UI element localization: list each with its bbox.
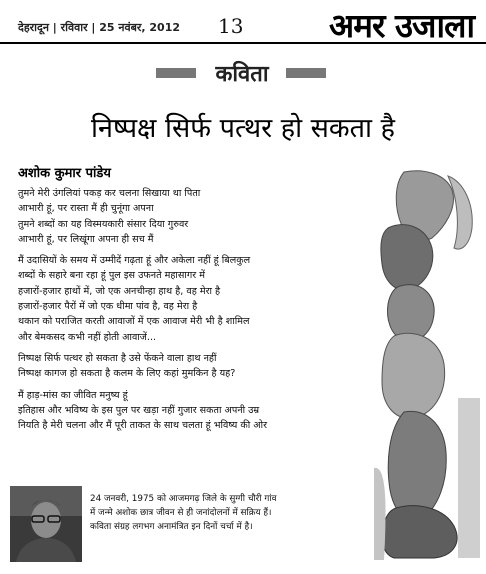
stone-sculpture-photo [374, 168, 482, 560]
poem-line: आभारी हूं, पर रास्ता मैं ही चुनूंगा अपना [18, 203, 154, 215]
section-bar-right [286, 68, 326, 78]
poem-line: नियति है मेरी चलना और मैं पूरी ताकत के साथ चलता हूं भविष्य की ओर [18, 420, 268, 432]
poem-line: निष्पक्ष कागज हो सकता है कलम के लिए कहां मुमकिन है यह? [18, 368, 236, 380]
stanza [18, 351, 378, 382]
poem-line: मैं उदासियों के समय में उम्मीदें गढ़ता हूं और अकेला नहीं हूं बिलकुल [18, 255, 251, 267]
poem-line: थकान को पराजित करती आवाजों में एक आवाज मेरी भी है शामिल [18, 316, 250, 328]
poem-line: हजारों-हजार पैरों में जो एक धीमा पांव है, वह मेरा है [18, 301, 198, 313]
poem-headline: निष्पक्ष सिर्फ पत्थर हो सकता है [91, 113, 395, 144]
stanza [18, 388, 378, 434]
poem-body [18, 186, 378, 439]
stanza [18, 186, 378, 247]
page-number: 13 [218, 14, 244, 38]
poem-line: आभारी हूं, पर लिखूंगा अपना ही सच मैं [18, 233, 154, 245]
section-label: कविता [215, 62, 269, 87]
author-bio [10, 486, 372, 562]
poem-line: तुमने मेरी उंगलियां पकड़ कर चलना सिखाया था पिता [18, 188, 201, 199]
poem-line: और बेमकसद कभी नहीं होती आवाजें... [18, 331, 157, 343]
section-bar-left [156, 68, 196, 78]
section-header [0, 58, 486, 88]
poem-line: निष्पक्ष सिर्फ पत्थर हो सकता है उसे फेंकने वाला हाथ नहीं [18, 352, 217, 364]
newspaper-logo: अमर उजाला [329, 6, 474, 45]
bio-line: 24 जनवरी, 1975 को आजमगढ़ जिले के सुग्गी चौरी गांव [90, 494, 277, 504]
author-name: अशोक कुमार पांडेय [18, 166, 111, 181]
poem-line: इतिहास और भविष्य के इस पुल पर खड़ा नहीं गुजार सकता अपनी उम्र [18, 404, 260, 416]
author-photo [10, 486, 82, 562]
dateline: देहरादून | रविवार | 25 नवंबर, 2012 [18, 21, 181, 34]
bio-line: कविता संग्रह लगभग अनामंत्रित इन दिनों चर्चा में है। [90, 522, 253, 532]
poem-line: तुमने शब्दों का यह विस्मयकारी संसार दिया गुरुवर [18, 218, 189, 230]
masthead [0, 0, 486, 44]
poem-line: शब्दों के सहारे बना रहा हूं पुल इस उफनते महासागर में [18, 270, 205, 282]
bio-line: में जन्मे अशोक छात्र जीवन से ही जनांदोलनों में सक्रिय हैं। [90, 508, 272, 518]
poem-line: हजारों-हजार हाथों में, जो एक अनचीन्हा हाथ है, वह मेरा है [18, 285, 221, 297]
poem-line: मैं हाड़-मांस का जीवित मनुष्य हूं [18, 389, 128, 401]
bio-text [90, 492, 372, 534]
stanza [18, 253, 378, 345]
